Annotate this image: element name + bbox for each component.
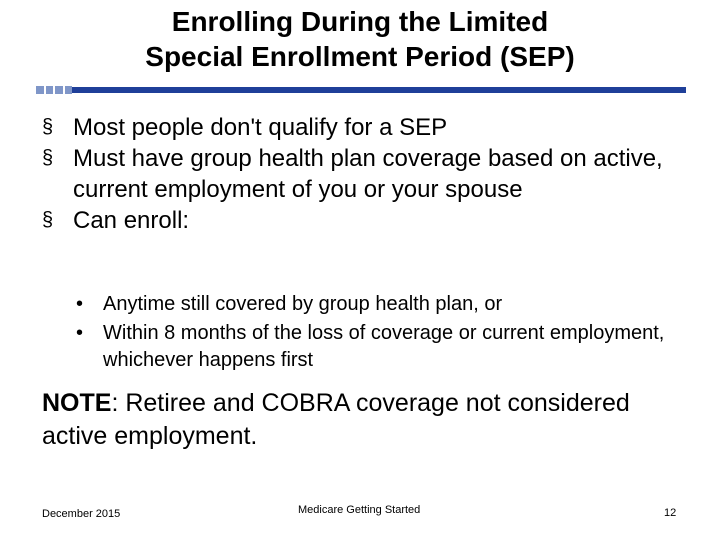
slide-title-line-2: Special Enrollment Period (SEP): [145, 41, 575, 72]
footer-date: December 2015: [42, 508, 121, 520]
divider-blocks: [36, 86, 72, 94]
sub-bullet-item: [72, 291, 672, 318]
divider-block: [36, 86, 44, 94]
footer-title: Medicare Getting Started: [298, 504, 421, 516]
bullet-text: Must have group health plan coverage based on active, current employment of you or your spouse: [73, 145, 663, 203]
sub-bullet-text: Within 8 months of the loss of coverage or current employment, whichever happens first: [103, 322, 665, 371]
slide-title: [60, 4, 660, 74]
dot-bullet-icon: •: [76, 293, 84, 315]
title-divider: [36, 86, 686, 94]
dot-bullet-icon: •: [76, 322, 84, 344]
divider-block: [46, 86, 54, 94]
bullet-item: [40, 112, 680, 143]
note-text: : Retiree and COBRA coverage not considered active employment.: [42, 389, 630, 450]
bullet-text: Most people don't qualify for a SEP: [73, 114, 448, 141]
section-bullet-icon: §: [42, 209, 54, 231]
bullet-item: [40, 143, 680, 205]
page-number: 12: [664, 507, 677, 519]
divider-block: [55, 86, 63, 94]
bullet-list: [40, 112, 680, 236]
note-label: NOTE: [42, 389, 112, 417]
sub-bullet-text: Anytime still covered by group health plan, or: [103, 293, 503, 315]
bullet-item: [40, 205, 680, 236]
section-bullet-icon: §: [42, 147, 54, 169]
slide-title-line-1: Enrolling During the Limited: [171, 6, 549, 37]
sub-bullet-list: [72, 291, 672, 376]
sub-bullet-item: [72, 320, 672, 374]
divider-bar: [72, 87, 686, 93]
bullet-text: Can enroll:: [73, 207, 190, 234]
divider-block: [65, 86, 73, 94]
section-bullet-icon: §: [42, 116, 54, 138]
note-paragraph: [42, 387, 682, 453]
